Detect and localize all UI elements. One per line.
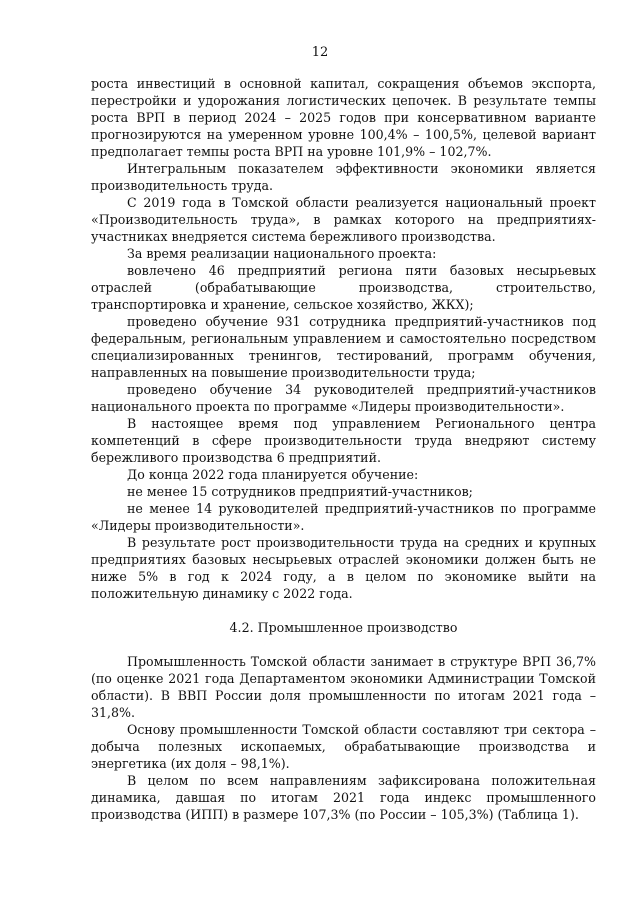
paragraph-project-intro: За время реализации национального проекта: <box>127 246 437 261</box>
list-item-employees-plan: не менее 15 сотрудников предприятий-участников; <box>127 484 473 499</box>
document-body <box>91 75 596 823</box>
paragraph-productivity-indicator: Интегральным показателем эффективности экономики является производительность труда. <box>91 161 596 193</box>
paragraph-training-plan-intro: До конца 2022 года планируется обучение: <box>127 467 419 482</box>
paragraph-productivity-result: В результате рост производительности труда на средних и крупных предприятиях базовых несырьевых отраслей экономики должен быть не ниже 5% в год к 2024 году, а в целом по экономике выйти на положительную динамику с 2022 года. <box>91 535 596 601</box>
paragraph-industrial-index: В целом по всем направлениям зафиксирована положительная динамика, давшая по итогам 2021 года индекс промышленного производства (ИПП) в размере 107,3% (по России – 105,3%) (Таблица 1). <box>91 773 596 822</box>
page-number: 12 <box>311 45 329 60</box>
paragraph-national-project: С 2019 года в Томской области реализуется национальный проект «Производительность труда», в рамках которого на предприятиях-участниках внедряется система бережливого производства. <box>91 195 596 244</box>
list-item-managers-plan: не менее 14 руководителей предприятий-участников по программе «Лидеры производительности». <box>91 501 596 533</box>
section-heading-industrial-production: 4.2. Промышленное производство <box>229 620 458 635</box>
paragraph-industry-share: Промышленность Томской области занимает в структуре ВРП 36,7% (по оценке 2021 года Департаментом экономики Администрации Томской области). В ВВП России доля промышленности по итогам 2021 года – 31,8%. <box>91 654 596 720</box>
paragraph-industry-sectors: Основу промышленности Томской области составляют три сектора – добыча полезных ископаемых, обрабатывающие производства и энергетика (их доля – 98,1%). <box>91 722 596 771</box>
paragraph-vrp-forecast-continuation: роста инвестиций в основной капитал, сокращения объемов экспорта, перестройки и удорожания логистических цепочек. В результате темпы роста ВРП в период 2024 – 2025 годов при консервативном варианте прогнозируются на умеренном уровне 100,4% – 100,5%, целевой вариант предполагает темпы роста ВРП на уровне 101,9% – 102,7%. <box>91 76 596 159</box>
paragraph-regional-center: В настоящее время под управлением Регионального центра компетенций в сфере производительности труда внедряют систему бережливого производства 6 предприятий. <box>91 416 596 465</box>
list-item-enterprises-involved: вовлечено 46 предприятий региона пяти базовых несырьевых отраслей (обрабатывающие производства, строительство, транспортировка и хранение, сельское хозяйство, ЖКХ); <box>91 263 596 312</box>
list-item-managers-trained: проведено обучение 34 руководителей предприятий-участников национального проекта по программе «Лидеры производительности». <box>91 382 596 414</box>
list-item-employees-trained: проведено обучение 931 сотрудника предприятий-участников под федеральным, региональным управлением и самостоятельно посредством специализированных тренингов, тестирований, программ обучения, направленных на повышение производительности труда; <box>91 314 596 380</box>
